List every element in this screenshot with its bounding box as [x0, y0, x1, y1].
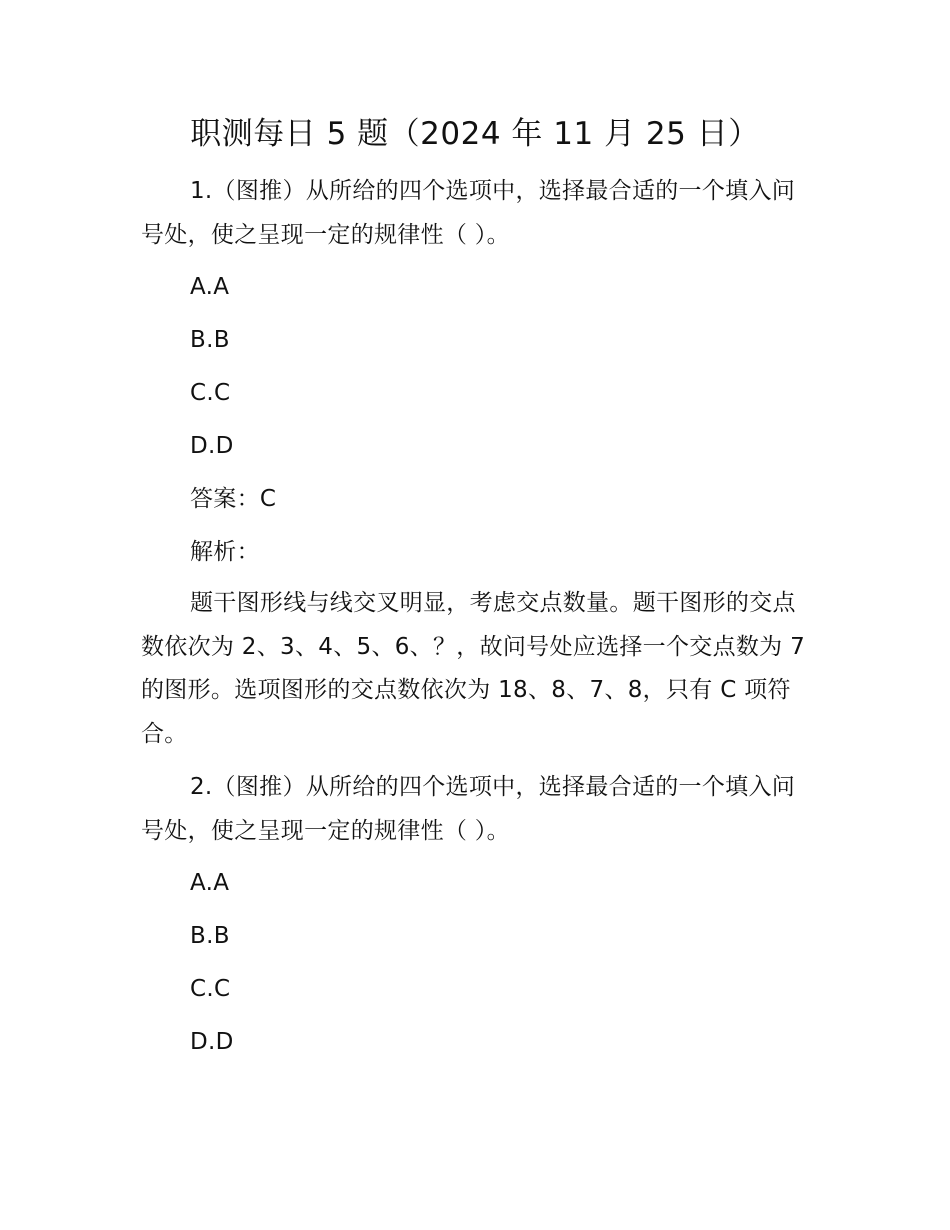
question-1-option-c: C.C — [190, 380, 231, 406]
question-2-option-a: A.A — [190, 870, 230, 896]
question-2-option-b: B.B — [190, 923, 230, 949]
question-2-option-d: D.D — [190, 1029, 234, 1055]
question-2-option-c: C.C — [190, 976, 231, 1002]
page-title: 职测每日 5 题（2024 年 11 月 25 日） — [190, 116, 760, 152]
question-1-stem: 1.（图推）从所给的四个选项中，选择最合适的一个填入问号处，使之呈现一定的规律性（ ）。 — [141, 178, 796, 248]
question-1-analysis-label: 解析： — [190, 539, 260, 565]
question-1-option-a: A.A — [190, 274, 230, 300]
question-1-answer: 答案：C — [190, 486, 277, 512]
question-1-option-b: B.B — [190, 327, 230, 353]
question-1-option-d: D.D — [190, 433, 234, 459]
question-2-stem: 2.（图推）从所给的四个选项中，选择最合适的一个填入问号处，使之呈现一定的规律性（ ）。 — [141, 774, 796, 844]
question-1-analysis: 题干图形线与线交叉明显，考虑交点数量。题干图形的交点数依次为 2、3、4、5、6、？，故问号处应选择一个交点数为 7 的图形。选项图形的交点数依次为 18、8、7、8，只有 C 项符合。 — [141, 590, 806, 747]
